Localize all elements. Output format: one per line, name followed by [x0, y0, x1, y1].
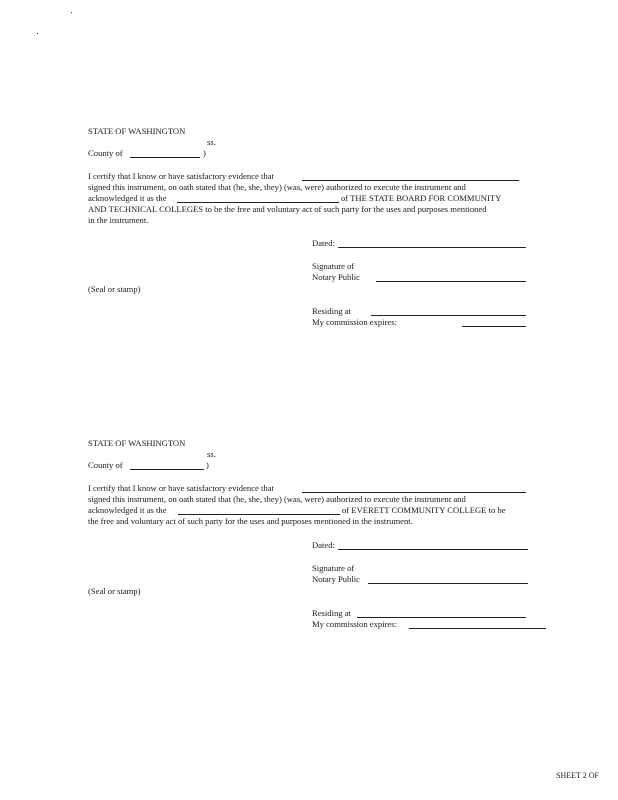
title-blank[interactable] — [178, 514, 340, 515]
sheet-number: SHEET 2 OF — [556, 771, 599, 780]
county-blank[interactable] — [130, 157, 200, 158]
commission-expires-label: My commission expires: — [312, 619, 397, 629]
dated-blank[interactable] — [338, 247, 526, 248]
ss-label: ss. — [207, 137, 216, 147]
certify-text-line2: signed this instrument, on oath stated that (he, she, they) (was, were) authorized to execute the instrument and — [88, 494, 466, 504]
county-label: County of — [88, 460, 123, 470]
county-blank[interactable] — [130, 469, 204, 470]
ss-label: ss. — [207, 449, 216, 459]
commission-expires-label: My commission expires: — [312, 317, 397, 327]
commission-expires-blank[interactable] — [409, 628, 546, 629]
county-close-paren: ) — [203, 148, 206, 158]
title-blank[interactable] — [177, 202, 339, 203]
county-close-paren: ) — [206, 460, 209, 470]
signer-name-blank[interactable] — [302, 180, 519, 181]
dated-blank[interactable] — [338, 549, 528, 550]
certify-text-line4: the free and voluntary act of such party for the uses and purposes mentioned in the instrument. — [88, 516, 413, 526]
seal-label: (Seal or stamp) — [88, 586, 141, 596]
notary-signature-blank[interactable] — [368, 583, 528, 584]
residing-at-label: Residing at — [312, 608, 351, 618]
board-name: of THE STATE BOARD FOR COMMUNITY — [341, 193, 502, 203]
state-heading: STATE OF WASHINGTON — [88, 438, 186, 448]
residing-at-blank[interactable] — [371, 315, 526, 316]
commission-expires-blank[interactable] — [462, 326, 526, 327]
residing-at-blank[interactable] — [357, 617, 526, 618]
signature-of-label: Signature of — [312, 261, 355, 271]
notary-public-label: Notary Public — [312, 272, 360, 282]
acknowledged-as-label: acknowledged it as the — [88, 505, 167, 515]
seal-label: (Seal or stamp) — [88, 284, 141, 294]
certify-text: I certify that I know or have satisfactory evidence that — [88, 171, 274, 181]
dated-label: Dated: — [312, 540, 335, 550]
dated-label: Dated: — [312, 238, 335, 248]
scan-speck — [71, 12, 72, 13]
notary-public-label: Notary Public — [312, 574, 360, 584]
residing-at-label: Residing at — [312, 306, 351, 316]
scan-speck — [37, 33, 38, 34]
certify-text-line2: signed this instrument, on oath stated that (he, she, they) (was, were) authorized to execute the instrument and — [88, 182, 466, 192]
certify-text: I certify that I know or have satisfactory evidence that — [88, 483, 274, 493]
acknowledged-as-label: acknowledged it as the — [88, 193, 167, 203]
certify-text-line5: in the instrument. — [88, 215, 149, 225]
state-heading: STATE OF WASHINGTON — [88, 126, 186, 136]
county-label: County of — [88, 148, 123, 158]
notary-signature-blank[interactable] — [376, 281, 526, 282]
signer-name-blank[interactable] — [302, 492, 526, 493]
signature-of-label: Signature of — [312, 563, 355, 573]
certify-text-line4: AND TECHNICAL COLLEGES to be the free and voluntary act of such party for the uses and purposes mentioned — [88, 204, 487, 214]
college-name: of EVERETT COMMUNITY COLLEGE to be — [342, 505, 506, 515]
